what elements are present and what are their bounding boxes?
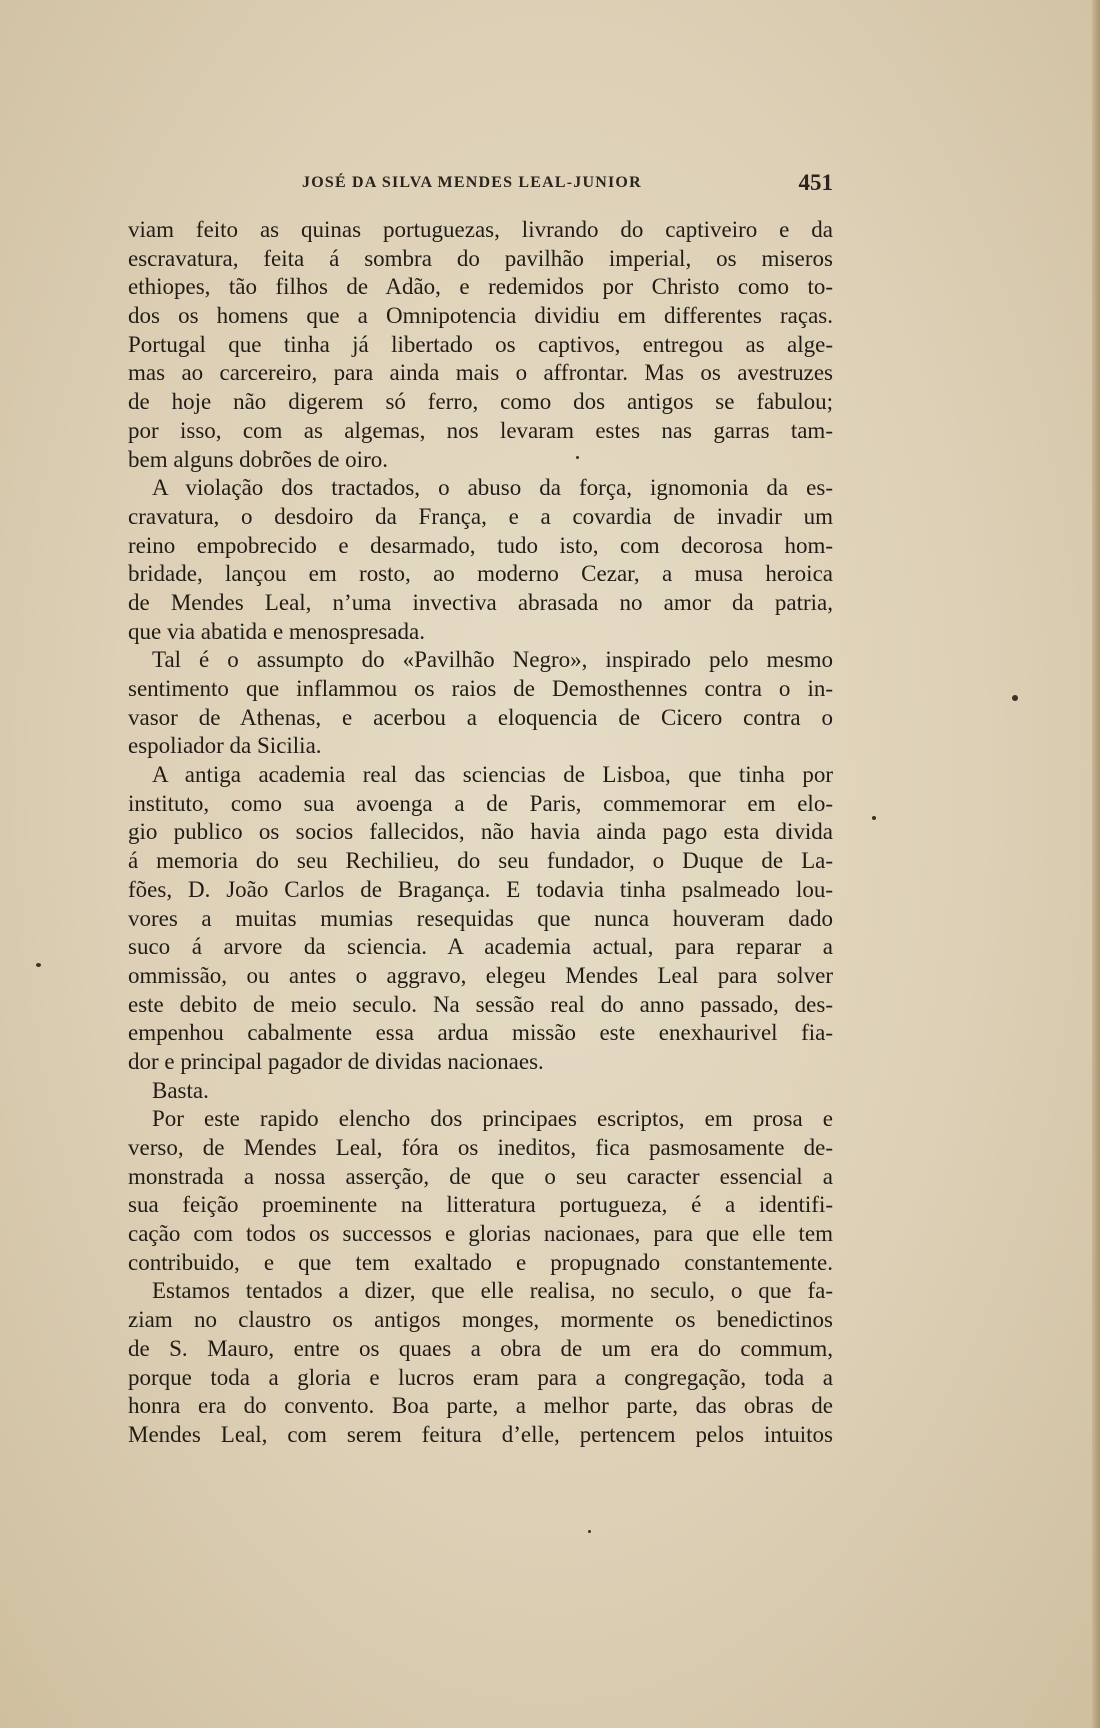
text-line: que via abatida e menospresada.: [128, 618, 425, 644]
text-line: verso, de Mendes Leal, fóra os ineditos, fica pasmosamente de-: [128, 1135, 833, 1160]
text-line: A violação dos tractados, o abuso da força, ignomonia da es-: [152, 475, 833, 501]
ink-speck: [872, 816, 876, 820]
ink-speck: [588, 1530, 591, 1533]
running-head: JOSÉ DA SILVA MENDES LEAL-JUNIOR: [302, 174, 642, 191]
text-line: cravatura, o desdoiro da França, e a covardia de invadir um: [128, 503, 833, 529]
page-number: 451: [798, 170, 833, 195]
text-line: de S. Mauro, entre os quaes a obra de um era do commum,: [128, 1335, 833, 1361]
text-line: de Mendes Leal, n’uma invectiva abrasada no amor da patria,: [128, 589, 833, 615]
ink-speck: [36, 963, 41, 967]
text-line: Portugal que tinha já libertado os captivos, entregou as alge-: [128, 331, 833, 357]
text-line: á memoria do seu Rechilieu, do seu fundador, o Duque de La-: [128, 848, 833, 874]
text-line: Tal é o assumpto do «Pavilhão Negro», inspirado pelo mesmo: [152, 647, 833, 673]
text-line: contribuido, e que tem exaltado e propugnado constantemente.: [128, 1249, 833, 1275]
text-line: escravatura, feita á sombra do pavilhão imperial, os miseros: [128, 245, 833, 271]
text-line: viam feito as quinas portuguezas, livrando do captiveiro e da: [128, 217, 833, 242]
text-line: por isso, com as algemas, nos levaram estes nas garras tam-: [128, 417, 833, 443]
text-line: monstrada a nossa asserção, de que o seu caracter essencial a: [128, 1163, 833, 1189]
text-line: vasor de Athenas, e acerbou a eloquencia de Cicero contra o: [128, 704, 833, 730]
text-line: sentimento que inflammou os raios de Demosthennes contra o in-: [128, 676, 833, 701]
text-line: instituto, como sua avoenga a de Paris, commemorar em elo-: [128, 790, 833, 816]
text-line: espoliador da Sicilia.: [128, 733, 322, 759]
text-line: de hoje não digerem só ferro, como dos antigos se fabulou;: [128, 389, 833, 415]
text-line: dos os homens que a Omnipotencia dividiu em differentes raças.: [128, 303, 833, 329]
text-line: este debito de meio seculo. Na sessão real do anno passado, des-: [128, 991, 833, 1017]
text-line: honra era do convento. Boa parte, a melhor parte, das obras de: [128, 1393, 833, 1419]
text-line: Basta.: [152, 1077, 209, 1103]
text-line: suco á arvore da sciencia. A academia actual, para reparar a: [128, 934, 833, 960]
text-line: Estamos tentados a dizer, que elle realisa, no seculo, o que fa-: [152, 1278, 833, 1304]
ink-speck: [1012, 695, 1018, 701]
text-line: porque toda a gloria e lucros eram para a congregação, toda a: [128, 1364, 833, 1390]
body-text: [128, 216, 833, 1450]
text-line: mas ao carcereiro, para ainda mais o affrontar. Mas os avestruzes: [128, 360, 833, 386]
text-line: bridade, lançou em rosto, ao moderno Cezar, a musa heroica: [128, 561, 833, 587]
ink-speck: [576, 456, 579, 459]
text-line: A antiga academia real das sciencias de Lisboa, que tinha por: [152, 762, 833, 788]
text-line: Por este rapido elencho dos principaes escriptos, em prosa e: [152, 1106, 833, 1132]
page-header: [128, 170, 833, 200]
text-line: vores a muitas mumias resequidas que nunca houveram dado: [128, 905, 833, 931]
text-line: reino empobrecido e desarmado, tudo isto, com decorosa hom-: [128, 532, 833, 558]
text-line: dor e principal pagador de dividas nacionaes.: [128, 1048, 544, 1074]
text-line: Mendes Leal, com serem feitura d’elle, pertencem pelos intuitos: [128, 1421, 833, 1447]
text-line: ommissão, ou antes o aggravo, elegeu Mendes Leal para solver: [128, 962, 833, 988]
text-line: ziam no claustro os antigos monges, mormente os benedictinos: [128, 1307, 833, 1333]
text-line: empenhou cabalmente essa ardua missão este enexhaurivel fia-: [128, 1020, 833, 1046]
text-line: fões, D. João Carlos de Bragança. E todavia tinha psalmeado lou-: [128, 876, 833, 902]
text-line: bem alguns dobrões de oiro.: [128, 446, 388, 472]
text-line: cação com todos os successos e glorias nacionaes, para que elle tem: [128, 1221, 833, 1247]
text-line: ethiopes, tão filhos de Adão, e redemidos por Christo como to-: [128, 274, 833, 300]
page-edge: [1092, 0, 1100, 1728]
text-line: sua feição proeminente na litteratura portugueza, é a identifi-: [128, 1192, 833, 1218]
text-line: gio publico os socios fallecidos, não havia ainda pago esta divida: [128, 819, 833, 845]
